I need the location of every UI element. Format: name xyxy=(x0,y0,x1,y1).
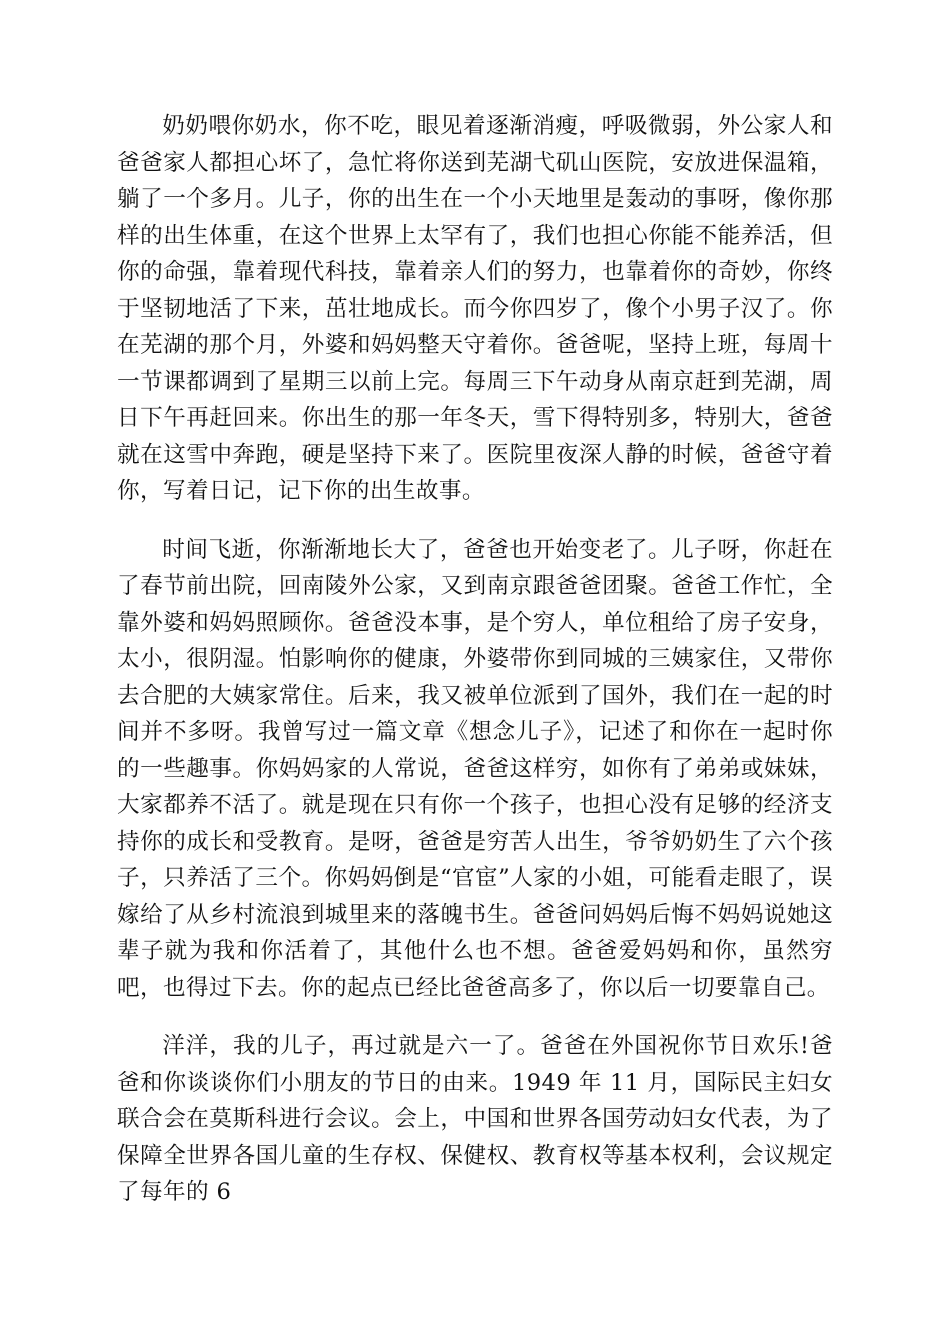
paragraph-3: 洋洋，我的儿子，再过就是六一了。爸爸在外国祝你节日欢乐!爸爸和你谈谈你们小朋友的节日的由来。1949 年 11 月，国际民主妇女联合会在莫斯科进行会议。会上，中国和世界各国劳动妇女代表，为了保障全世界各国儿童的生存权、保健权、教育权等基本权利，会议规定了每年的 6 xyxy=(117,1033,833,1205)
paragraph-1: 奶奶喂你奶水，你不吃，眼见着逐渐消瘦，呼吸微弱，外公家人和爸爸家人都担心坏了，急忙将你送到芜湖弋矶山医院，安放进保温箱，躺了一个多月。儿子，你的出生在一个小天地里是轰动的事呀，像你那样的出生体重，在这个世界上太罕有了，我们也担心你能不能养活，但你的命强，靠着现代科技，靠着亲人们的努力，也靠着你的奇妙，你终于坚韧地活了下来，茁壮地成长。而今你四岁了，像个小男子汉了。你在芜湖的那个月，外婆和妈妈整天守着你。爸爸呢，坚持上班，每周十一节课都调到了星期三以前上完。每周三下午动身从南京赶到芜湖，周日下午再赶回来。你出生的那一年冬天，雪下得特别多，特别大，爸爸就在这雪中奔跑，硬是坚持下来了。医院里夜深人静的时候，爸爸守着你，写着日记，记下你的出生故事。 xyxy=(117,113,833,504)
paragraph-2: 时间飞逝，你渐渐地长大了，爸爸也开始变老了。儿子呀，你赶在了春节前出院，回南陵外公家，又到南京跟爸爸团聚。爸爸工作忙，全靠外婆和妈妈照顾你。爸爸没本事，是个穷人，单位租给了房子安身，太小，很阴湿。怕影响你的健康，外婆带你到同城的三姨家住，又带你去合肥的大姨家常住。后来，我又被单位派到了国外，我们在一起的时间并不多呀。我曾写过一篇文章《想念儿子》，记述了和你在一起时你的一些趣事。你妈妈家的人常说，爸爸这样穷，如你有了弟弟或妹妹，大家都养不活了。就是现在只有你一个孩子，也担心没有足够的经济支持你的成长和受教育。是呀，爸爸是穷苦人出生，爷爷奶奶生了六个孩子，只养活了三个。你妈妈倒是“官宦”人家的小姐，可能看走眼了，误嫁给了从乡村流浪到城里来的落魄书生。爸爸问妈妈后悔不妈妈说她这辈子就为我和你活着了，其他什么也不想。爸爸爱妈妈和你，虽然穷吧，也得过下去。你的起点已经比爸爸高多了，你以后一切要靠自己。 xyxy=(117,536,833,1001)
document-page xyxy=(117,108,833,1211)
